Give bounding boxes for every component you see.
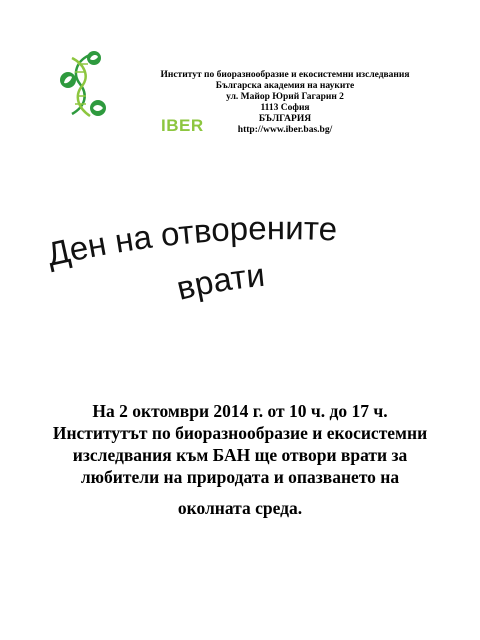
iber-logo-text: IBER [161, 116, 204, 135]
academy-name: Българска академия на науките [215, 81, 355, 91]
event-date: На 2 октомври 2014 г. от 10 ч. до 17 ч. [92, 401, 388, 421]
open-doors-title [40, 209, 440, 312]
iber-logo [58, 50, 204, 135]
street-address: ул. Майор Юрий Гагарин 2 [226, 92, 344, 102]
announcement-line: изследвания към БАН ще отвори врати за [72, 445, 408, 465]
title-line-2: врати [172, 255, 267, 307]
announcement-line: околната среда. [177, 498, 303, 518]
announcement-line: любители на природата и опазването на [80, 467, 400, 487]
postal-city: 1113 София [260, 103, 310, 113]
iber-logo-icon [58, 50, 154, 120]
title-line-1: Ден на отворените [43, 209, 338, 273]
institution-header [155, 70, 415, 136]
institution-name: Институт по биоразнообразие и екосистемни изследвания [160, 70, 410, 80]
website-link[interactable]: http://www.iber.bas.bg/ [237, 125, 333, 135]
country: БЪЛГАРИЯ [258, 114, 312, 124]
announcement-line: Институтът по биоразнообразие и екосистемни [52, 423, 428, 443]
announcement-text [20, 400, 460, 519]
